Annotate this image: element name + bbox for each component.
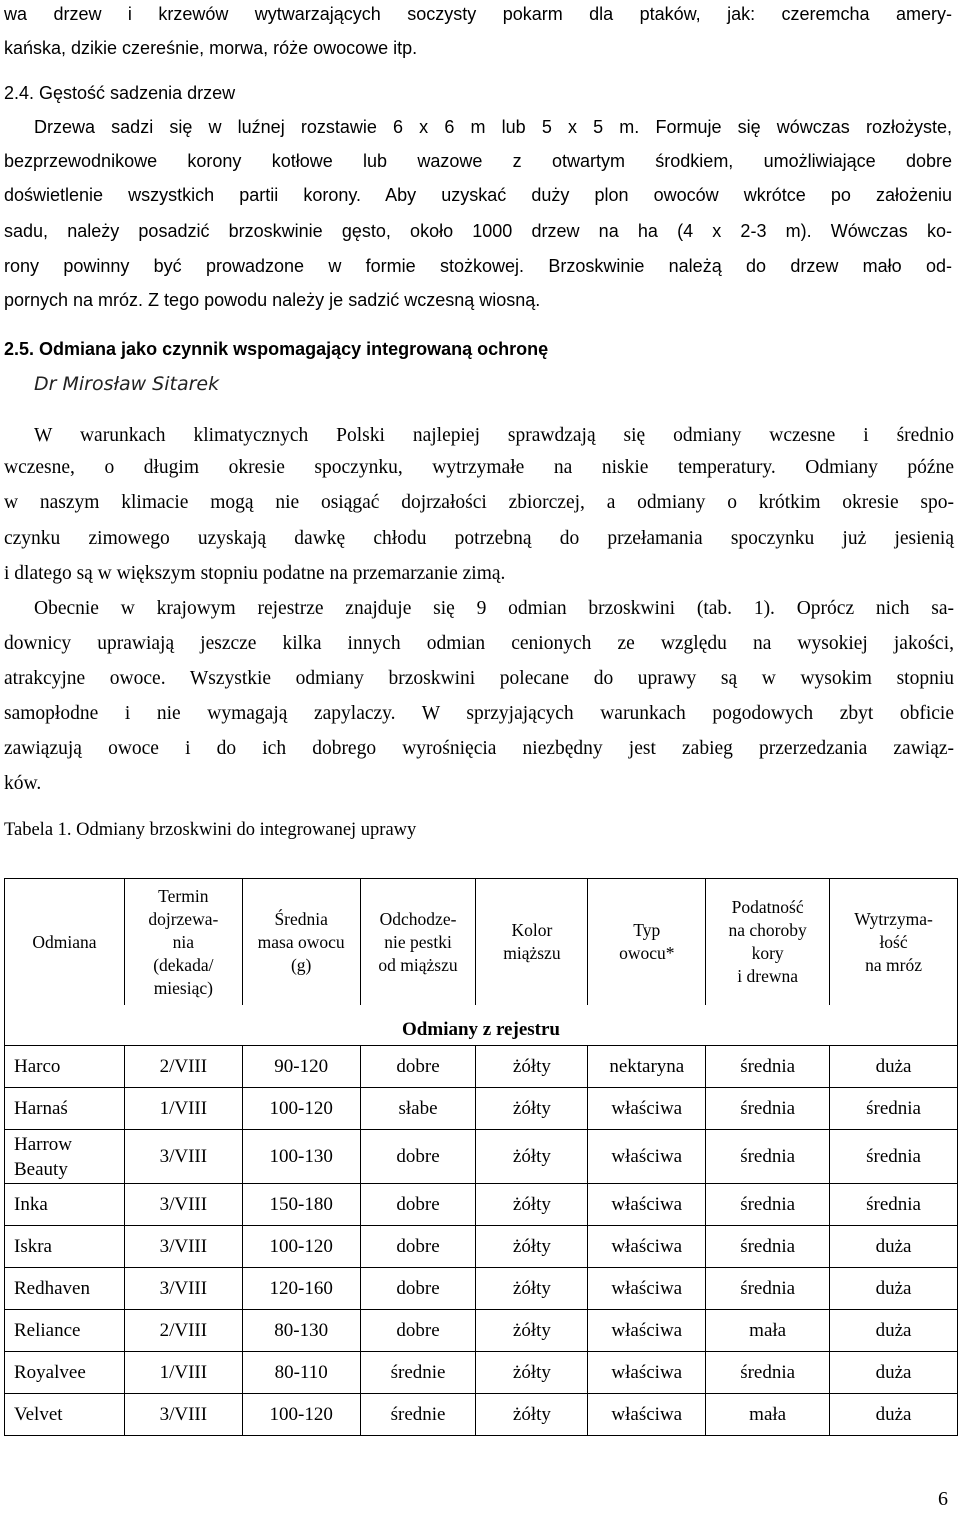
table-cell: średnia <box>830 1130 958 1184</box>
variety-name-cell: Inka <box>5 1184 125 1226</box>
table-cell: właściwa <box>588 1394 706 1436</box>
table-cell: właściwa <box>588 1226 706 1268</box>
table-cell: duża <box>830 1268 958 1310</box>
table-cell: średnia <box>706 1268 830 1310</box>
table-cell: dobre <box>360 1268 476 1310</box>
column-header-line: kory <box>751 943 784 963</box>
table-cell: duża <box>830 1046 958 1088</box>
column-header-line: owocu* <box>619 943 675 963</box>
text-line: Drzewa sadzi się w luźnej rozstawie 6 x 6 m lub 5 x 5 m. Formuje się wówczas rozłożyste, <box>34 117 952 137</box>
table-cell: właściwa <box>588 1088 706 1130</box>
author-name: Dr Mirosław Sitarek <box>34 373 220 395</box>
column-header-line: (g) <box>290 954 312 975</box>
text-line: w naszym klimacie mogą nie osiągać dojrzałości zbiorczej, a odmiany o krótkim okresie spo- <box>4 492 954 513</box>
column-header-line: miesiąc) <box>153 977 213 998</box>
variety-name-cell: Iskra <box>5 1226 125 1268</box>
table-cell: właściwa <box>588 1352 706 1394</box>
table-cell: 100-120 <box>242 1088 360 1130</box>
column-header <box>124 879 242 1006</box>
table-cell: żółty <box>476 1394 588 1436</box>
table-cell: średnia <box>706 1352 830 1394</box>
table-cell: żółty <box>476 1352 588 1394</box>
column-header-line: Termin <box>158 885 209 906</box>
variety-name-cell: Velvet <box>5 1394 125 1436</box>
column-header <box>706 879 830 1006</box>
table-row <box>5 1310 958 1352</box>
table-cell: średnie <box>360 1352 476 1394</box>
text-line: W warunkach klimatycznych Polski najlepiej sprawdzają się odmiany wczesne i średnio <box>34 425 954 446</box>
table-cell: 2/VIII <box>124 1046 242 1088</box>
column-header-line: na choroby <box>728 920 807 940</box>
table-cell: 100-120 <box>242 1226 360 1268</box>
table-row <box>5 1268 958 1310</box>
table-cell: dobre <box>360 1310 476 1352</box>
variety-name-cell: Harco <box>5 1046 125 1088</box>
column-header-line: dojrzewa- <box>148 908 219 929</box>
table-cell: 1/VIII <box>124 1352 242 1394</box>
column-header-line: i drewna <box>737 966 799 986</box>
variety-name-cell: Reliance <box>5 1310 125 1352</box>
table-cell: 2/VIII <box>124 1310 242 1352</box>
column-header-line: Kolor <box>511 920 553 940</box>
table-cell: żółty <box>476 1130 588 1184</box>
table-cell: dobre <box>360 1130 476 1184</box>
table-header-row <box>5 879 958 1006</box>
text-line: pornych na mróz. Z tego powodu należy je sadzić wczesną wiosną. <box>4 290 541 310</box>
table-cell: 3/VIII <box>124 1226 242 1268</box>
column-header <box>588 879 706 1006</box>
column-header <box>830 879 958 1006</box>
table-cell: właściwa <box>588 1130 706 1184</box>
text-line: i dlatego są w większym stopniu podatne na przemarzanie zimą. <box>4 563 506 584</box>
column-header-line: Średnia <box>274 908 328 929</box>
column-header-line: nie pestki <box>384 931 452 952</box>
text-line: atrakcyjne owoce. Wszystkie odmiany brzoskwini polecane do uprawy są w wysokim stopniu <box>4 668 954 689</box>
table-cell: duża <box>830 1226 958 1268</box>
table-row <box>5 1184 958 1226</box>
column-header-line: nia <box>172 931 195 952</box>
table-cell: żółty <box>476 1226 588 1268</box>
text-line: czynku zimowego uzyskają dawkę chłodu potrzebną do przełamania spoczynku już jesienią <box>4 528 954 549</box>
column-header <box>476 879 588 1006</box>
table-row <box>5 1226 958 1268</box>
column-header-line: od miąższu <box>378 954 458 975</box>
table-cell: słabe <box>360 1088 476 1130</box>
text-line: sadu, należy posadzić brzoskwinie gęsto, około 1000 drzew na ha (4 x 2-3 m). Wówczas ko- <box>4 221 952 241</box>
column-header-line: masa owocu <box>257 931 345 952</box>
table-cell: właściwa <box>588 1268 706 1310</box>
section-label: Odmiany z rejestru <box>5 1005 958 1046</box>
table-caption: Tabela 1. Odmiany brzoskwini do integrowanej uprawy <box>4 820 417 840</box>
table-cell: 3/VIII <box>124 1394 242 1436</box>
table-cell: żółty <box>476 1088 588 1130</box>
variety-name-cell: Redhaven <box>5 1268 125 1310</box>
variety-name-cell: Harnaś <box>5 1088 125 1130</box>
table-cell: dobre <box>360 1184 476 1226</box>
column-header-line: Typ <box>633 920 661 940</box>
column-header <box>242 879 360 1006</box>
text-line: samopłodne i nie wymagają zapylaczy. W sprzyjających warunkach pogodowych zbyt obficie <box>4 703 954 724</box>
table-row <box>5 1088 958 1130</box>
table-cell: właściwa <box>588 1310 706 1352</box>
table-cell: 120-160 <box>242 1268 360 1310</box>
table-cell: mała <box>706 1394 830 1436</box>
variety-name-cell: Royalvee <box>5 1352 125 1394</box>
variety-name-cell: Harrow Beauty <box>5 1130 125 1184</box>
text-line: zawiązują owoce i do ich dobrego wyrośnięcia niezbędny jest zabieg przerzedzania zawiąz- <box>4 738 954 759</box>
column-header-line: łość <box>879 931 908 952</box>
table-row <box>5 1394 958 1436</box>
table-cell: 100-120 <box>242 1394 360 1436</box>
column-header <box>360 879 476 1006</box>
section-heading: 2.4. Gęstość sadzenia drzew <box>4 83 236 103</box>
table-cell: średnia <box>830 1184 958 1226</box>
table-cell: duża <box>830 1394 958 1436</box>
table-cell: średnie <box>360 1394 476 1436</box>
table-cell: duża <box>830 1352 958 1394</box>
table-cell: 3/VIII <box>124 1268 242 1310</box>
text-line: wa drzew i krzewów wytwarzających soczysty pokarm dla ptaków, jak: czeremcha amery- <box>4 4 952 24</box>
table-row <box>5 1046 958 1088</box>
table-cell: duża <box>830 1310 958 1352</box>
table-cell: średnia <box>706 1046 830 1088</box>
table-cell: średnia <box>706 1088 830 1130</box>
table-cell: 80-130 <box>242 1310 360 1352</box>
table-cell: 1/VIII <box>124 1088 242 1130</box>
table-cell: dobre <box>360 1046 476 1088</box>
column-header-line: Odmiana <box>32 931 97 952</box>
varieties-table <box>4 878 958 1436</box>
table-row <box>5 1130 958 1184</box>
column-header-line: Podatność <box>731 897 804 917</box>
table-cell: 150-180 <box>242 1184 360 1226</box>
text-line: kańska, dzikie czereśnie, morwa, róże owocowe itp. <box>4 38 418 58</box>
table-cell: 100-130 <box>242 1130 360 1184</box>
column-header <box>5 879 125 1006</box>
text-line: downicy uprawiają jeszcze kilka innych odmian cenionych ze względu na wysokiej jakości, <box>4 633 954 654</box>
table-cell: dobre <box>360 1226 476 1268</box>
table-cell: 3/VIII <box>124 1184 242 1226</box>
table-cell: właściwa <box>588 1184 706 1226</box>
table-cell: średnia <box>706 1226 830 1268</box>
text-line: rony powinny być prowadzone w formie stożkowej. Brzoskwinie należą do drzew mało od- <box>4 256 952 276</box>
table-cell: mała <box>706 1310 830 1352</box>
table-cell: żółty <box>476 1268 588 1310</box>
table-section-row <box>5 1005 958 1046</box>
column-header-line: Wytrzyma- <box>854 908 933 929</box>
page-number: 6 <box>938 1488 948 1510</box>
column-header-line: na mróz <box>865 954 922 975</box>
text-line: ków. <box>4 773 42 794</box>
table-cell: średnia <box>706 1130 830 1184</box>
table-cell: 90-120 <box>242 1046 360 1088</box>
column-header-line: Odchodze- <box>379 908 457 929</box>
text-line: doświetlenie wszystkich partii korony. Aby uzyskać duży plon owoców wkrótce po założeniu <box>4 185 952 205</box>
text-line: wczesne, o długim okresie spoczynku, wytrzymałe na niskie temperatury. Odmiany późne <box>4 457 954 478</box>
column-header-line: miąższu <box>503 943 561 963</box>
table-cell: żółty <box>476 1310 588 1352</box>
table-cell: nektaryna <box>588 1046 706 1088</box>
text-line: Obecnie w krajowym rejestrze znajduje się 9 odmian brzoskwini (tab. 1). Oprócz nich sa- <box>34 598 954 619</box>
table-cell: żółty <box>476 1046 588 1088</box>
table-cell: 3/VIII <box>124 1130 242 1184</box>
table-row <box>5 1352 958 1394</box>
column-header-line: (dekada/ <box>153 954 214 975</box>
section-heading: 2.5. Odmiana jako czynnik wspomagający integrowaną ochronę <box>4 339 549 359</box>
table-cell: średnia <box>830 1088 958 1130</box>
text-line: bezprzewodnikowe korony kotłowe lub wazowe z otwartym środkiem, umożliwiające dobre <box>4 151 952 171</box>
table-cell: 80-110 <box>242 1352 360 1394</box>
table-cell: średnia <box>706 1184 830 1226</box>
table-cell: żółty <box>476 1184 588 1226</box>
